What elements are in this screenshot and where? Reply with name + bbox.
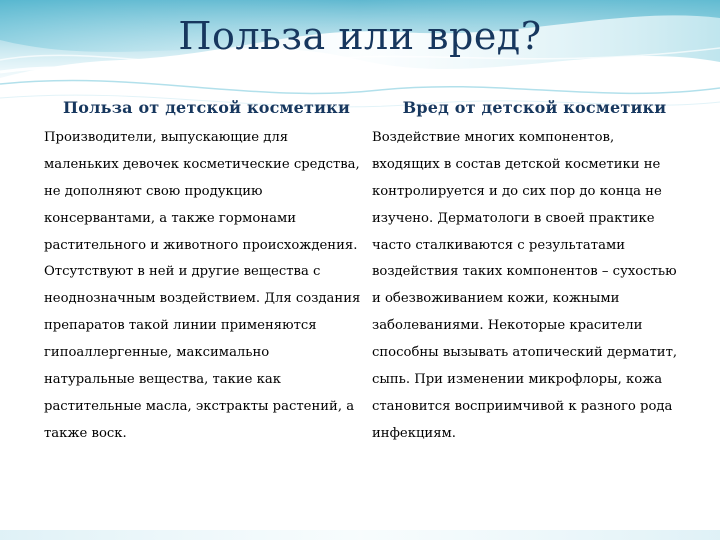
text-line: консервантами, а также гормонами: [44, 210, 297, 226]
text-line: изучено. Дерматологи в своей практике: [372, 210, 655, 226]
text-line: часто сталкиваются с результатами: [372, 237, 626, 253]
text-line: и обезвоживанием кожи, кожными: [372, 291, 620, 307]
text-line: сыпь. При изменении микрофлоры, кожа: [372, 372, 663, 388]
text-line: препаратов такой линии применяются: [44, 318, 317, 334]
text-line: также воск.: [44, 425, 127, 441]
text-line: контролируется и до сих пор до конца не: [372, 183, 662, 199]
benefit-heading: Польза от детской косметики: [62, 98, 351, 117]
text-line: гипоаллергенные, максимально: [44, 345, 270, 361]
text-line: неоднозначным воздействием. Для создания: [44, 291, 361, 307]
text-line: Отсутствуют в ней и другие вещества с: [44, 264, 321, 280]
text-line: не дополняют свою продукцию: [44, 183, 263, 199]
text-line: маленьких девочек косметические средства,: [44, 156, 360, 172]
text-line: входящих в состав детской косметики не: [372, 156, 661, 172]
text-line: воздействия таких компонентов – сухостью: [372, 264, 677, 280]
text-line: натуральные вещества, такие как: [44, 372, 282, 388]
text-line: становится восприимчивой к разного рода: [372, 398, 673, 414]
text-line: Производители, выпускающие для: [44, 130, 289, 145]
slide-title: Польза или вред?: [178, 14, 542, 58]
harm-heading: Вред от детской косметики: [402, 98, 667, 117]
text-line: заболеваниями. Некоторые красители: [372, 318, 643, 334]
footer-wave-decoration: [0, 528, 720, 540]
benefit-column: [44, 96, 369, 448]
text-line: инфекциям.: [372, 425, 456, 441]
text-line: Воздействие многих компонентов,: [372, 130, 615, 145]
harm-column: [372, 96, 697, 448]
harm-text: [372, 125, 697, 448]
benefit-text: [44, 125, 369, 448]
text-line: растительные масла, экстракты растений, а: [44, 398, 355, 414]
text-line: растительного и животного происхождения.: [44, 237, 358, 253]
text-line: способны вызывать атопический дерматит,: [372, 345, 678, 361]
